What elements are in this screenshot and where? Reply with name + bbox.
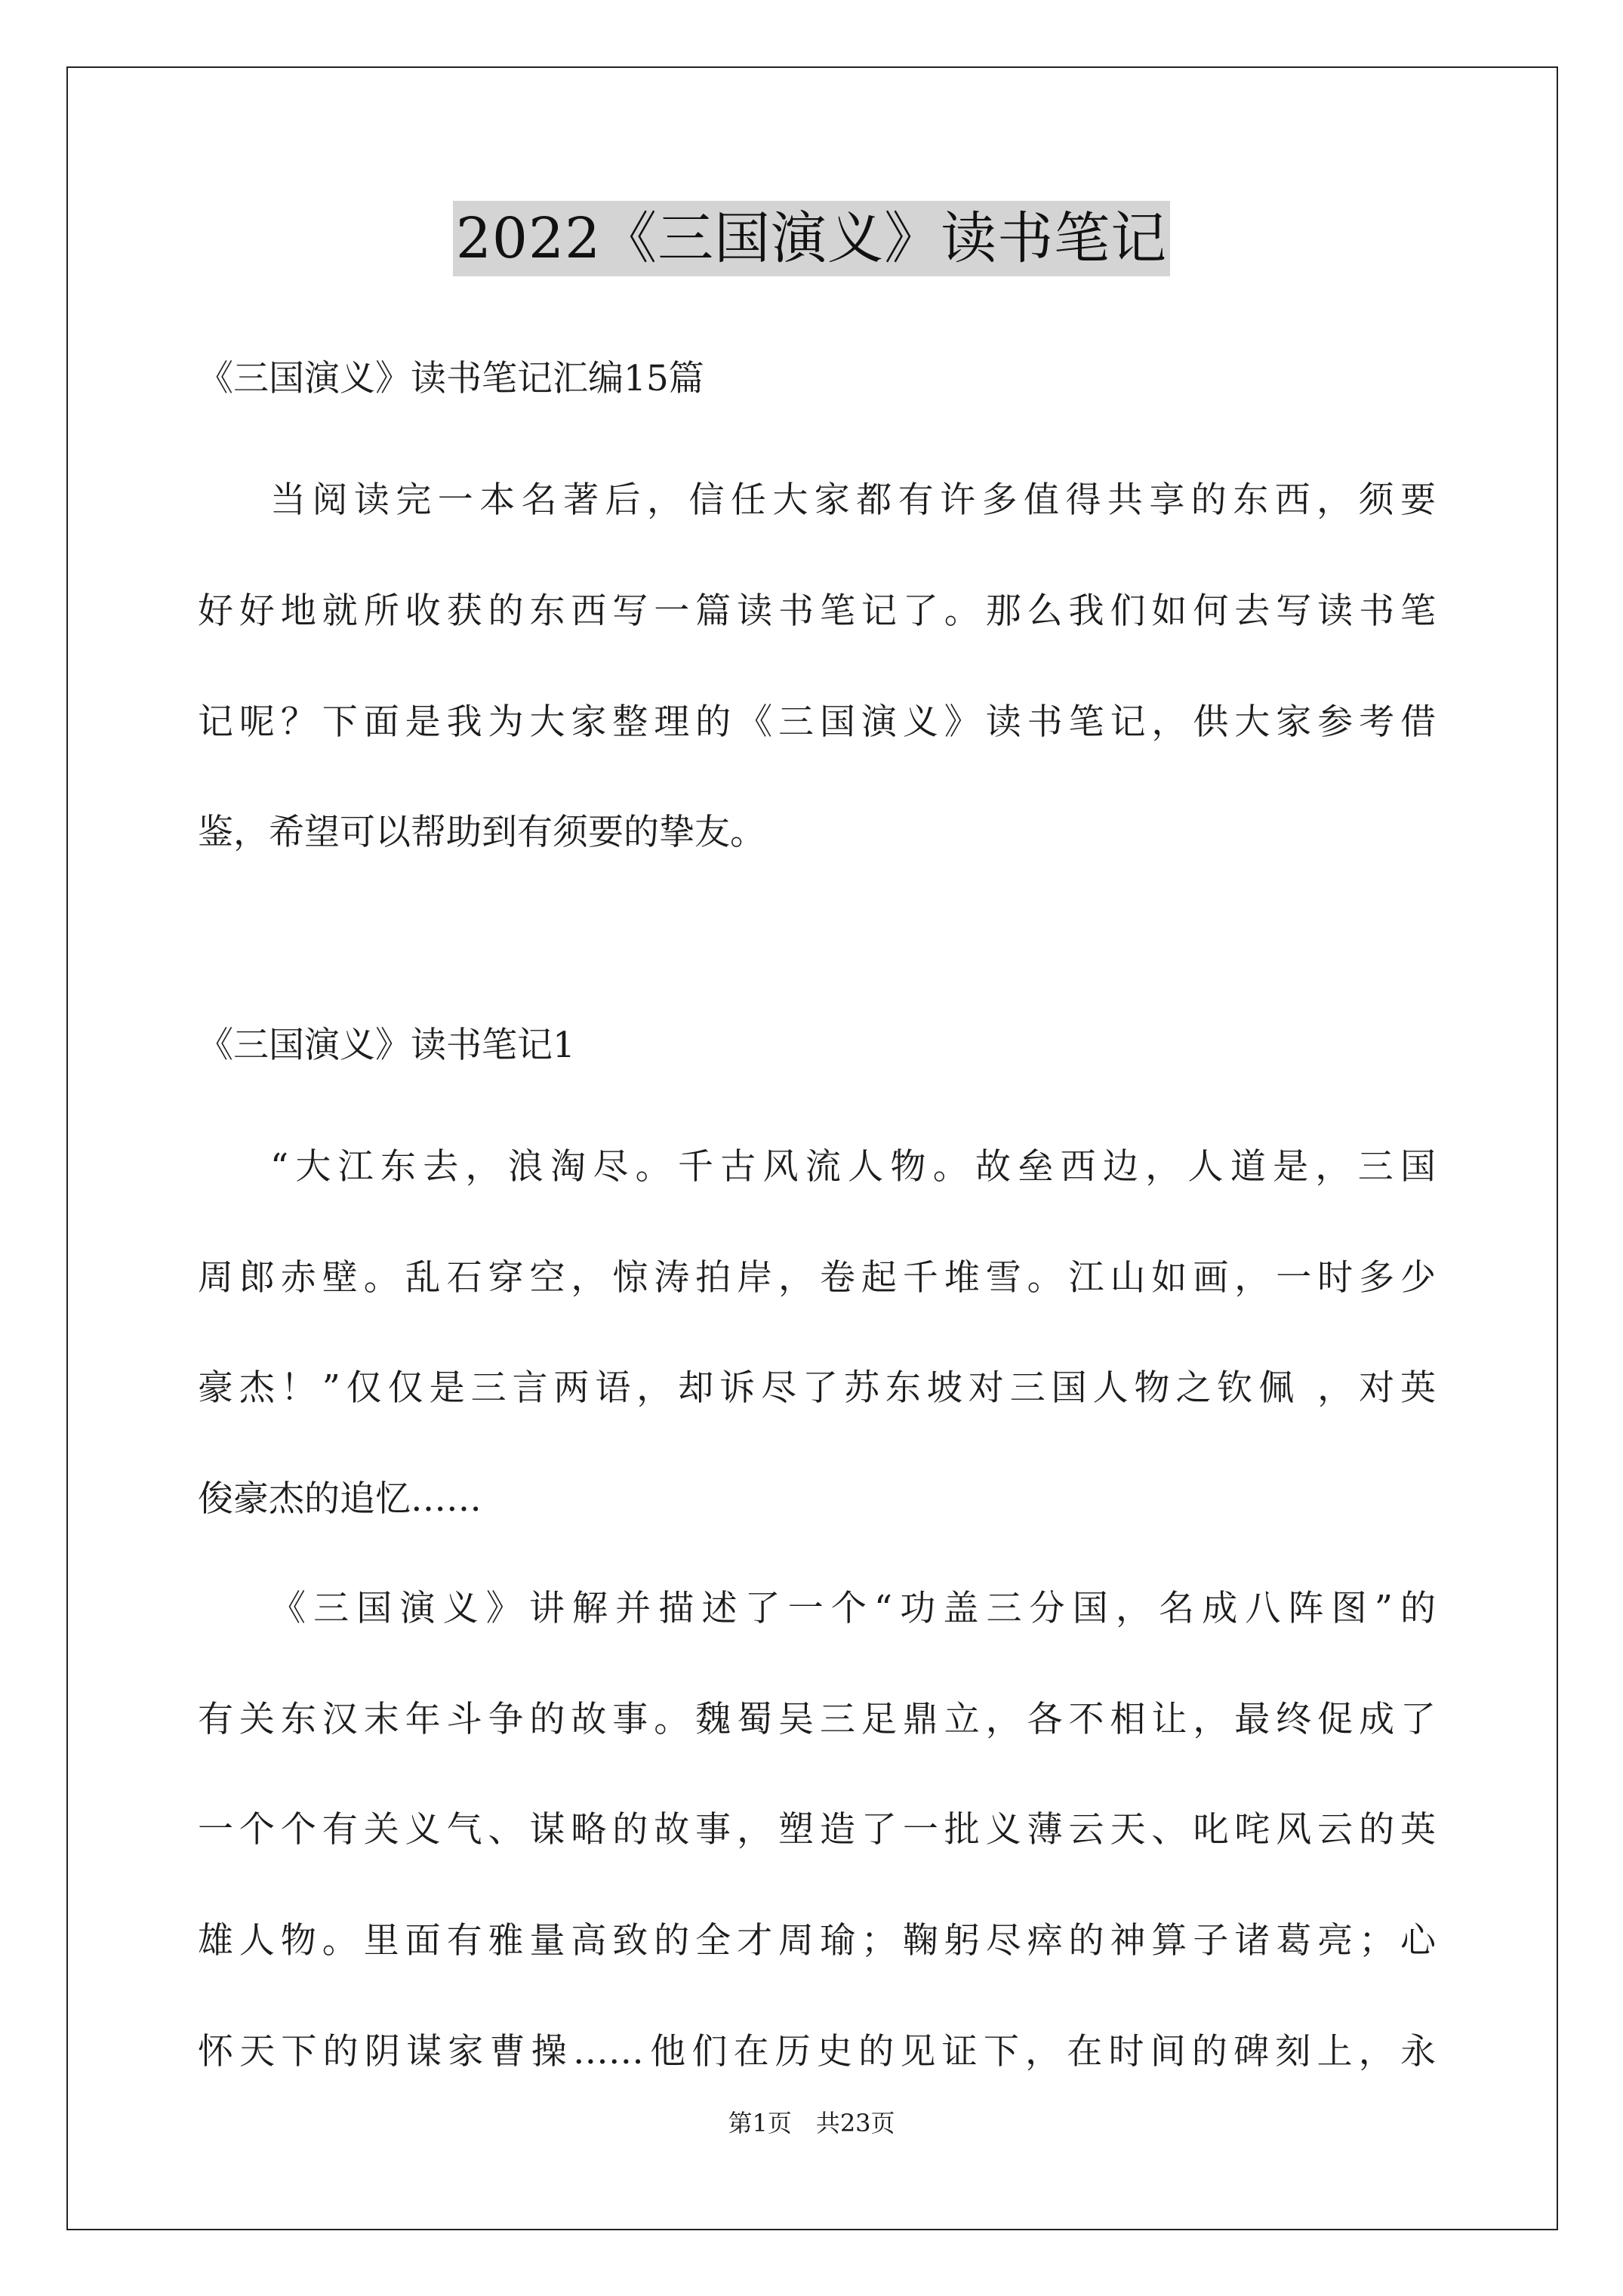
para2-line: 怀天下的阴谋家曹操……他们在历史的见证下，在时间的碑刻上，永 <box>198 2031 1436 2073</box>
intro-line: 鉴，希望可以帮助到有须要的挚友。 <box>198 812 765 853</box>
document-title: 2022《三国演义》读书笔记 <box>453 201 1170 276</box>
section-heading: 《三国演义》读书笔记1 <box>198 1025 575 1066</box>
title-container <box>0 201 1623 276</box>
para1-line: 俊豪杰的追忆…… <box>198 1478 482 1520</box>
intro-line: 记呢？下面是我为大家整理的《三国演义》读书笔记，供大家参考借 <box>198 701 1436 743</box>
page-number: 第1页 共23页 <box>728 2109 895 2137</box>
intro-line: 当阅读完一本名著后，信任大家都有许多值得共享的东西，须要 <box>270 479 1436 521</box>
para2-line: 《三国演义》讲解并描述了一个“功盖三分国，名成八阵图”的 <box>270 1588 1436 1629</box>
para2-line: 一个个有关义气、谋略的故事，塑造了一批义薄云天、叱咤风云的英 <box>198 1809 1436 1851</box>
document-subtitle: 《三国演义》读书笔记汇编15篇 <box>198 358 704 399</box>
para2-line: 雄人物。里面有雅量高致的全才周瑜；鞠躬尽瘁的神算子诸葛亮；心 <box>198 1920 1436 1962</box>
para1-line: 周郎赤壁。乱石穿空，惊涛拍岸，卷起千堆雪。江山如画，一时多少 <box>198 1257 1436 1299</box>
intro-line: 好好地就所收获的东西写一篇读书笔记了。那么我们如何去写读书笔 <box>198 590 1436 632</box>
para1-line: 豪杰！”仅仅是三言两语，却诉尽了苏东坡对三国人物之钦佩 ，对英 <box>198 1367 1436 1409</box>
para1-line: “大江东去，浪淘尽。千古风流人物。故垒西边，人道是，三国 <box>270 1146 1436 1188</box>
para2-line: 有关东汉末年斗争的故事。魏蜀吴三足鼎立，各不相让，最终促成了 <box>198 1699 1436 1740</box>
